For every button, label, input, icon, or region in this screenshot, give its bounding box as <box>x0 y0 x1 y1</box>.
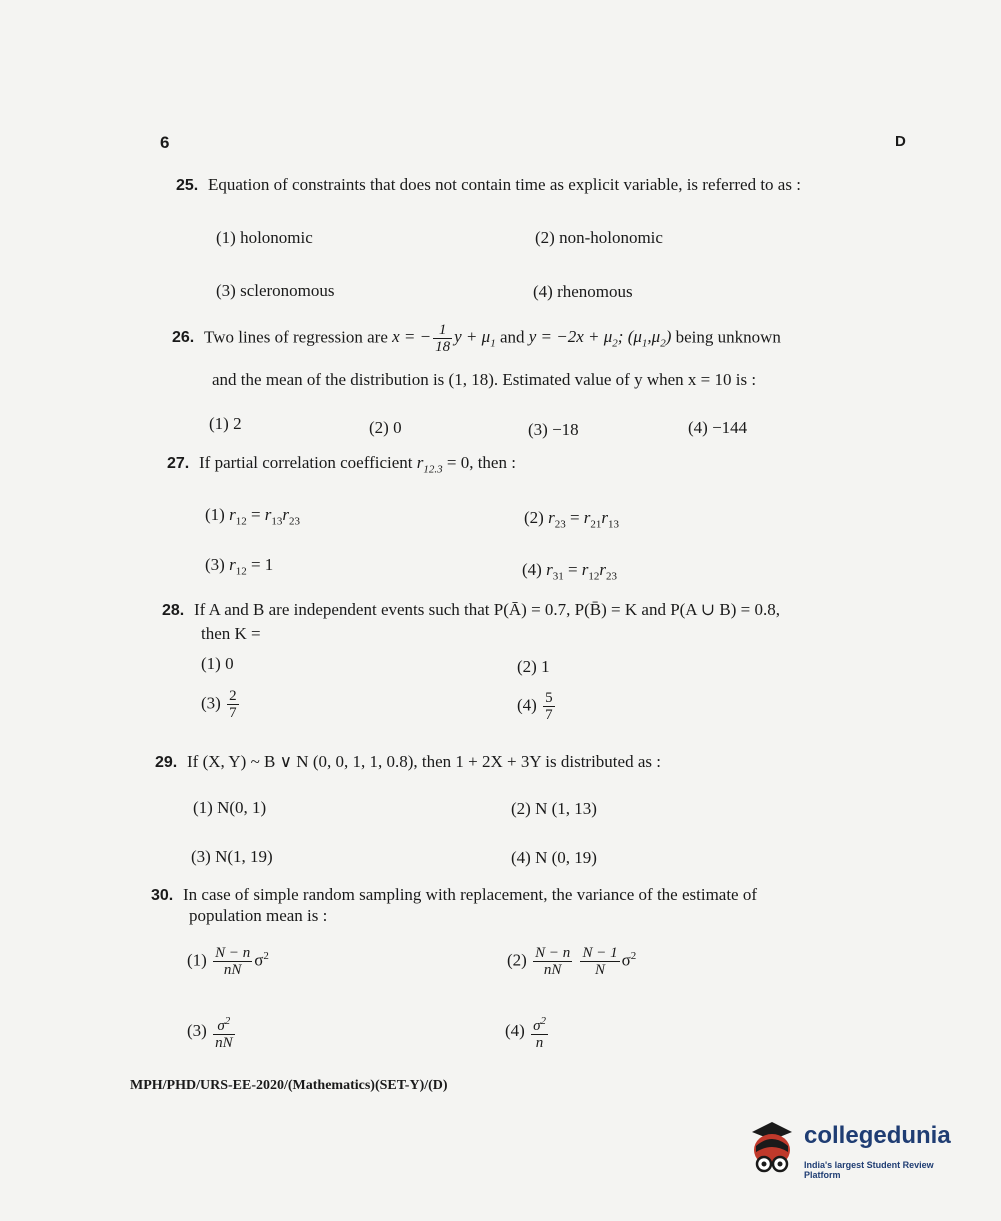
fraction: $\frac{5}{7}$ <box>545 690 553 723</box>
option-3: (3) $r_{12} = 1$ <box>205 555 274 578</box>
page-number: 6 <box>160 133 170 152</box>
option-4: (4) rhenomous <box>533 282 633 301</box>
option-1: (1) $r_{12} = r_{13}r_{23}$ <box>205 505 301 528</box>
question-text-cont: then K = <box>201 624 261 643</box>
logo-tagline: India's largest Student Review Platform <box>804 1160 934 1180</box>
collegedunia-logo[interactable] <box>746 1116 972 1184</box>
option-1: (1) $\frac{N - n}{nN}$ $\sigma^2$ <box>187 945 269 978</box>
fraction: $\frac{2}{7}$ <box>229 688 237 721</box>
option-3: (3) −18 <box>528 420 579 439</box>
option-1: (1) 0 <box>201 654 234 673</box>
option-4: (4) $\frac{5}{7}$ <box>517 690 553 723</box>
option-4: (4) $r_{31} = r_{12}r_{23}$ <box>522 560 618 583</box>
mascot-icon <box>746 1118 798 1174</box>
option-2: (2) $\frac{N - n}{nN}$ $\frac{N - 1}{N}$ $\sigma^2$ <box>507 945 637 978</box>
question-29 <box>155 750 915 775</box>
option-2: (2) N (1, 13) <box>511 799 597 818</box>
question-text: Equation of constraints that does not contain time as explicit variable, is referred to as : <box>208 175 801 194</box>
set-code: D <box>895 133 906 150</box>
question-text-cont: population mean is : <box>189 906 328 925</box>
question-number: 26. <box>172 329 195 347</box>
question-26: 26. Two lines of regression are x = − $\frac{1}{18}$ $y + \mu_1$ and $y = -2x + \mu_2$; $(\mu_1,\mu_2)$ being unknown <box>172 322 781 355</box>
regression-equations: x = − $\frac{1}{18}$ $y + \mu_1$ <box>392 322 496 355</box>
question-27: 27. If partial correlation coefficient $r_{12.3} = 0$, then : <box>167 453 516 476</box>
question-number: 25. <box>176 177 199 194</box>
option-2: (2) $r_{23} = r_{21}r_{13}$ <box>524 508 620 531</box>
option-3: (3) scleronomous <box>216 281 335 300</box>
option-1: (1) 2 <box>209 414 242 433</box>
question-number: 29. <box>155 754 178 771</box>
option-2: (2) 0 <box>369 418 402 437</box>
option-4: (4) N (0, 19) <box>511 848 597 867</box>
option-2: (2) non-holonomic <box>535 228 663 247</box>
question-text: If (X, Y) ~ B ∨ N (0, 0, 1, 1, 0.8), then 1 + 2X + 3Y is distributed as : <box>187 752 661 771</box>
question-text: In case of simple random sampling with replacement, the variance of the estimate of <box>183 885 758 904</box>
question-text: If partial correlation coefficient <box>199 453 413 472</box>
question-text: If A and B are independent events such that P(Ā) = 0.7, P(B̄) = K and P(A ∪ B) = 0.8, <box>194 600 780 619</box>
paper-code: MPH/PHD/URS-EE-2020/(Mathematics)(SET-Y)/(D) <box>130 1078 448 1093</box>
option-2: (2) 1 <box>517 657 550 676</box>
question-25 <box>176 173 916 198</box>
option-1: (1) N(0, 1) <box>193 798 267 817</box>
question-number: 27. <box>167 455 190 472</box>
logo-name: collegedunia <box>804 1122 951 1149</box>
option-3: (3) $\frac{2}{7}$ <box>201 688 237 721</box>
question-28 <box>162 598 922 623</box>
question-text: Two lines of regression are <box>204 327 388 347</box>
question-number: 30. <box>151 887 174 904</box>
option-3: (3) $\frac{\sigma^2}{nN}$ <box>187 1015 233 1051</box>
fraction: $\frac{1}{18}$ <box>435 322 451 355</box>
option-4: (4) −144 <box>688 418 748 437</box>
option-4: (4) $\frac{\sigma^2}{n}$ <box>505 1015 546 1051</box>
question-text-cont: and the mean of the distribution is (1, 18). Estimated value of y when x = 10 is : <box>212 370 757 389</box>
question-number: 28. <box>162 602 185 619</box>
option-1: (1) holonomic <box>216 228 313 247</box>
option-3: (3) N(1, 19) <box>191 847 273 866</box>
